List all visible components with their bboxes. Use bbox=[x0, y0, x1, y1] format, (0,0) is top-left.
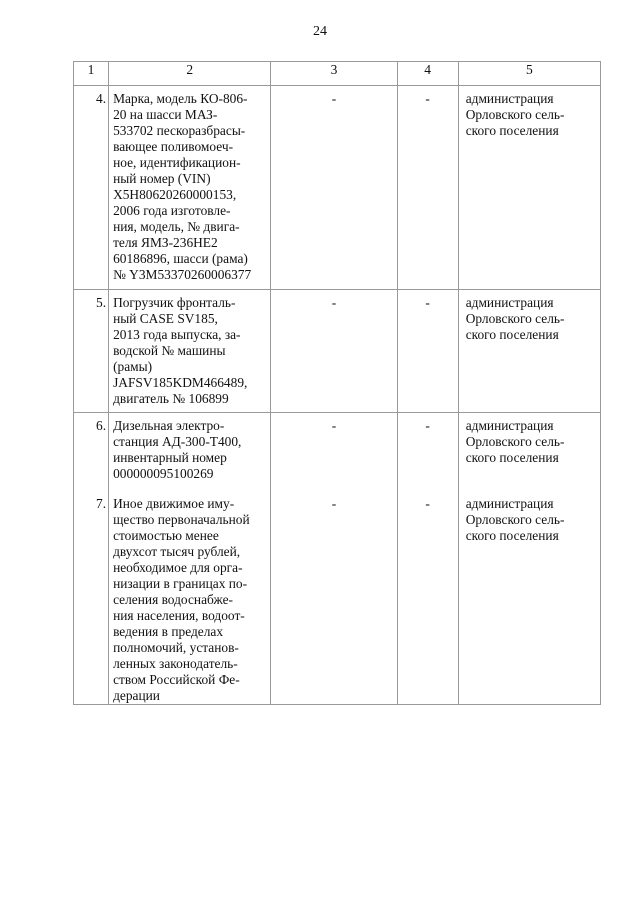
item-description: Иное движимое иму- щество первоначальной стоимостью менее двухсот тысяч рублей, необходимое для орга- низации в границах по- селения водоснабже- ния населения, водоот- ведения в пределах полномочий, установ- ленных законодатель- ством Российской Фе- дерации bbox=[109, 491, 271, 705]
row-number: 7. bbox=[74, 491, 109, 705]
item-description: Марка, модель КО-806- 20 на шасси МАЗ- 533702 пескоразбрасы- вающее поливомоеч- ное, идентификацион- ный номер (VIN) X5H80620260000153, 2006 года изготовле- ния, модель, № двига- теля ЯМЗ-236НЕ2 60186896, шасси (рама) № Y3M53370260006377 bbox=[109, 86, 271, 290]
header-cell: 3 bbox=[271, 62, 397, 86]
column-4-value: - bbox=[397, 491, 458, 705]
table-row bbox=[74, 413, 601, 492]
table-header-row bbox=[74, 62, 601, 86]
column-4-value: - bbox=[397, 290, 458, 413]
row-number: 5. bbox=[74, 290, 109, 413]
header-cell: 1 bbox=[74, 62, 109, 86]
owner-name: администрация Орловского сель- ского поселения bbox=[458, 491, 600, 705]
column-3-value: - bbox=[271, 413, 397, 492]
item-description: Дизельная электро- станция АД-300-Т400, инвентарный номер 000000095100269 bbox=[109, 413, 271, 492]
header-cell: 2 bbox=[109, 62, 271, 86]
owner-name: администрация Орловского сель- ского поселения bbox=[458, 290, 600, 413]
row-number: 4. bbox=[74, 86, 109, 290]
header-cell: 5 bbox=[458, 62, 600, 86]
table-row bbox=[74, 491, 601, 705]
item-description: Погрузчик фронталь- ный CASE SV185, 2013 года выпуска, за- водской № машины (рамы) JAFSV185KDM466489, двигатель № 106899 bbox=[109, 290, 271, 413]
column-4-value: - bbox=[397, 413, 458, 492]
column-3-value: - bbox=[271, 86, 397, 290]
row-number: 6. bbox=[74, 413, 109, 492]
header-cell: 4 bbox=[397, 62, 458, 86]
column-3-value: - bbox=[271, 491, 397, 705]
column-3-value: - bbox=[271, 290, 397, 413]
table-row bbox=[74, 86, 601, 290]
owner-name: администрация Орловского сель- ского поселения bbox=[458, 86, 600, 290]
table-row bbox=[74, 290, 601, 413]
column-4-value: - bbox=[397, 86, 458, 290]
owner-name: администрация Орловского сель- ского поселения bbox=[458, 413, 600, 492]
page-number: 24 bbox=[313, 24, 327, 39]
property-table bbox=[73, 61, 601, 705]
